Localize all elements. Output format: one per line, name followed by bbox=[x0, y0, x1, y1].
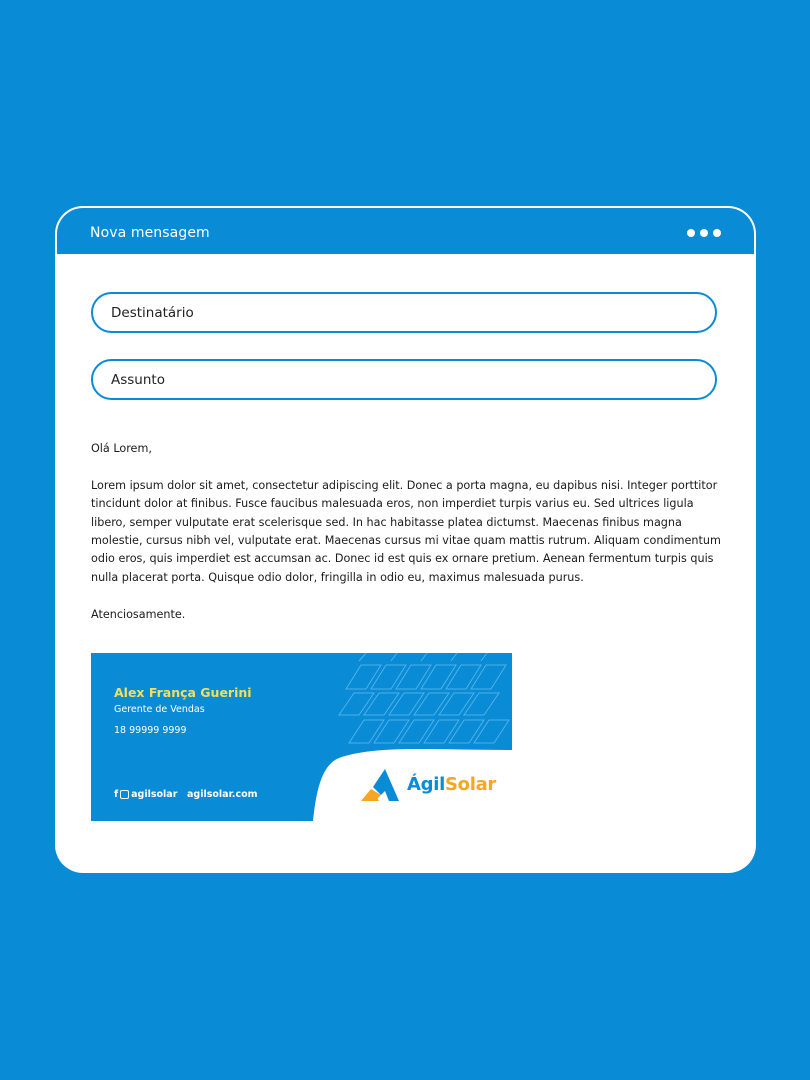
closing: Atenciosamente. bbox=[91, 607, 186, 621]
logo-text-part2: Solar bbox=[444, 774, 496, 795]
company-logo bbox=[407, 774, 496, 795]
instagram-icon[interactable] bbox=[120, 790, 129, 799]
subject-field-box bbox=[91, 359, 717, 400]
recipient-input[interactable] bbox=[109, 304, 699, 322]
website-link[interactable]: agilsolar.com bbox=[187, 789, 258, 800]
window-title: Nova mensagem bbox=[90, 225, 210, 241]
dot bbox=[687, 229, 695, 237]
dot bbox=[713, 229, 721, 237]
greeting: Olá Lorem, bbox=[91, 442, 152, 455]
compose-window bbox=[57, 208, 754, 871]
recipient-field-box bbox=[91, 292, 717, 333]
title-bar bbox=[57, 208, 754, 254]
signature-phone: 18 99999 9999 bbox=[114, 725, 187, 736]
social-handle: agilsolar bbox=[131, 789, 178, 800]
message-body[interactable] bbox=[91, 440, 723, 642]
body-paragraph: Lorem ipsum dolor sit amet, consectetur adipiscing elit. Donec a porta magna, eu dapibus nisi. Integer porttitor tincidunt dolor at finibus. Fusce faucibus malesuada eros, non imperdiet turpis varius eu. Sed ultrices ligula libero, semper vulputate erat scelerisque sed. In hac habitasse platea dictumst. Maecenas finibus magna molestie, cursus nibh vel, vulputate erat. Maecenas cursus mi vitae quam mattis rutrum. Aliquam condimentum odio eros, quis imperdiet est accumsan ac. Donec id est quis ex ornare pretium. Aenean fermentum turpis quis nulla placerat porta. Quisque odio dolor, fringilla in odio eu, maximus malesuada purus. bbox=[91, 478, 721, 584]
social-links[interactable] bbox=[114, 789, 177, 800]
facebook-icon[interactable]: f bbox=[114, 789, 119, 800]
subject-input[interactable] bbox=[109, 371, 699, 389]
signature-role: Gerente de Vendas bbox=[114, 704, 205, 715]
email-signature bbox=[91, 653, 512, 821]
more-options-icon[interactable] bbox=[687, 229, 721, 237]
signature-name: Alex França Guerini bbox=[114, 685, 252, 700]
logo-mark bbox=[361, 769, 399, 801]
dot bbox=[700, 229, 708, 237]
logo-text-part1: Ágil bbox=[407, 774, 445, 795]
